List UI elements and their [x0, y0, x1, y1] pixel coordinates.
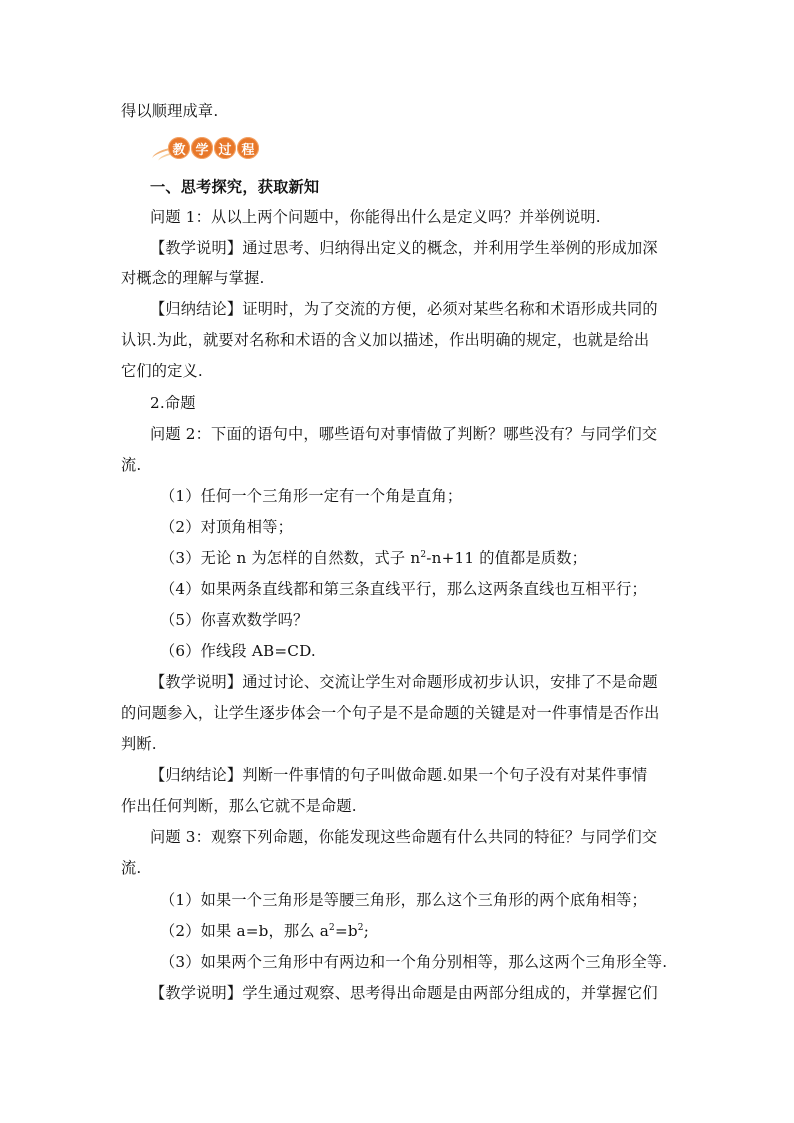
text-line: 流. [121, 456, 142, 474]
list-item: （6）作线段 AB=CD. [160, 642, 316, 660]
list-item: （3）无论 n 为怎样的自然数，式子 $n^2-n+11$ 的值都是质数； [160, 549, 587, 567]
text-line: 判断. [121, 735, 157, 753]
text-line: 问题 3：观察下列命题，你能发现这些命题有什么共同的特征？与同学们交 [150, 828, 658, 846]
list-item: （3）如果两个三角形中有两边和一个角分别相等，那么这两个三角形全等. [160, 953, 668, 971]
section-heading: 一、思考探究，获取新知 [150, 178, 320, 196]
text-line: 得以顺理成章. [121, 102, 219, 120]
text-line: 【归纳结论】证明时，为了交流的方便，必须对某些名称和术语形成共同的 [150, 300, 658, 318]
text-line: 它们的定义. [121, 362, 203, 380]
badge-char: 学 [191, 137, 213, 159]
list-item: （2）如果 a=b，那么 $a^2=b^2$; [160, 922, 370, 940]
text-line: 流. [121, 859, 142, 877]
section-badge-teaching-process [152, 134, 258, 162]
text-line: 认识.为此，就要对名称和术语的含义加以描述，作出明确的规定，也就是给出 [121, 331, 650, 349]
badge-char: 程 [237, 137, 259, 159]
text-line: 问题 2：下面的语句中，哪些语句对事情做了判断？哪些没有？与同学们交 [150, 425, 658, 443]
text-line: 的问题参入，让学生逐步体会一个句子是不是命题的关键是对一件事情是否作出 [121, 704, 660, 722]
badge-char: 教 [168, 137, 190, 159]
subsection-heading: 2.命题 [150, 394, 196, 412]
text-line: 对概念的理解与掌握. [121, 269, 265, 287]
list-item: （2）对顶角相等； [160, 518, 293, 536]
list-item: （1）任何一个三角形一定有一个角是直角； [160, 487, 463, 505]
text-line: 问题 1：从以上两个问题中，你能得出什么是定义吗？并举例说明. [150, 208, 601, 226]
list-item: （1）如果一个三角形是等腰三角形，那么这个三角形的两个底角相等； [160, 891, 647, 909]
text-line: 【归纳结论】判断一件事情的句子叫做命题.如果一个句子没有对某件事情 [150, 766, 648, 784]
list-item: （5）你喜欢数学吗？ [160, 611, 309, 629]
badge-char: 过 [214, 137, 236, 159]
list-item: （4）如果两条直线都和第三条直线平行，那么这两条直线也互相平行； [160, 580, 647, 598]
text-line: 【教学说明】学生通过观察、思考得出命题是由两部分组成的，并掌握它们 [150, 984, 658, 1002]
text-line: 作出任何判断，那么它就不是命题. [121, 797, 357, 815]
text-line: 【教学说明】通过思考、归纳得出定义的概念，并利用学生举例的形成加深 [150, 239, 658, 257]
text-line: 【教学说明】通过讨论、交流让学生对命题形成初步认识，安排了不是命题 [150, 673, 658, 691]
